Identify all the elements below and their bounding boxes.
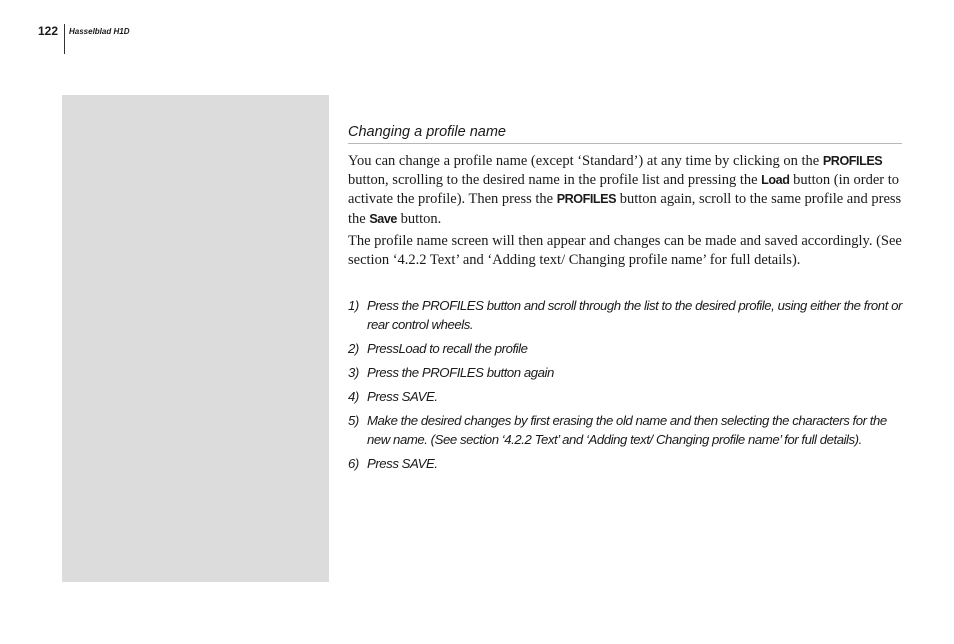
step-number: 3) [348,365,359,381]
content-column [348,124,902,478]
sidebar-panel [62,95,329,582]
running-title: Hasselblad H1D [69,27,130,36]
body-paragraph-1 [348,152,902,229]
step-text: Press the PROFILES button and scroll through the list to the desired profile, using either the front or rear control wheels. [367,298,902,333]
step-number: 2) [348,341,359,357]
step-text: Press the PROFILES button again [367,365,554,381]
page-number: 122 [38,24,59,38]
step-number: 4) [348,389,359,405]
step-number: 5) [348,413,359,429]
list-item [348,339,902,358]
section-heading: Changing a profile name [348,124,902,144]
list-item [348,454,902,473]
steps-list [348,296,902,473]
step-number: 6) [348,456,359,472]
load-keyword: Load [761,173,790,188]
save-keyword: Save [369,211,397,226]
paragraph-text: button, scrolling to the desired name in the profile list and pressing the [348,172,762,189]
profiles-keyword: PROFILES [556,192,617,207]
paragraph-text: button. [396,210,442,227]
step-text: PressLoad to recall the profile [367,341,528,357]
list-item [348,387,902,406]
step-text: Make the desired changes by first erasing the old name and then selecting the characters for the new name. (See section ‘4.2.2 Text’ and ‘Adding text/ Changing profile name’ for full details). [367,413,887,448]
body-paragraph-2: The profile name screen will then appear and changes can be made and saved accordingly. (See section ‘4.2.2 Text’ and ‘Adding text/ Changing profile name’ for full details). [348,232,902,269]
step-text: Press SAVE. [367,456,438,472]
header-divider [64,24,65,54]
profiles-keyword: PROFILES [822,154,883,168]
step-number: 1) [348,298,359,314]
paragraph-text: button again, scroll to the same profile and press the [348,191,902,227]
list-item [348,363,902,382]
list-item [348,296,902,334]
paragraph-text: button (in order to activate the profile). Then press the [348,172,900,208]
step-text: Press SAVE. [367,389,438,405]
paragraph-text: You can change a profile name (except ‘Standard’) at any time by clicking on the [348,153,823,169]
list-item [348,411,902,449]
